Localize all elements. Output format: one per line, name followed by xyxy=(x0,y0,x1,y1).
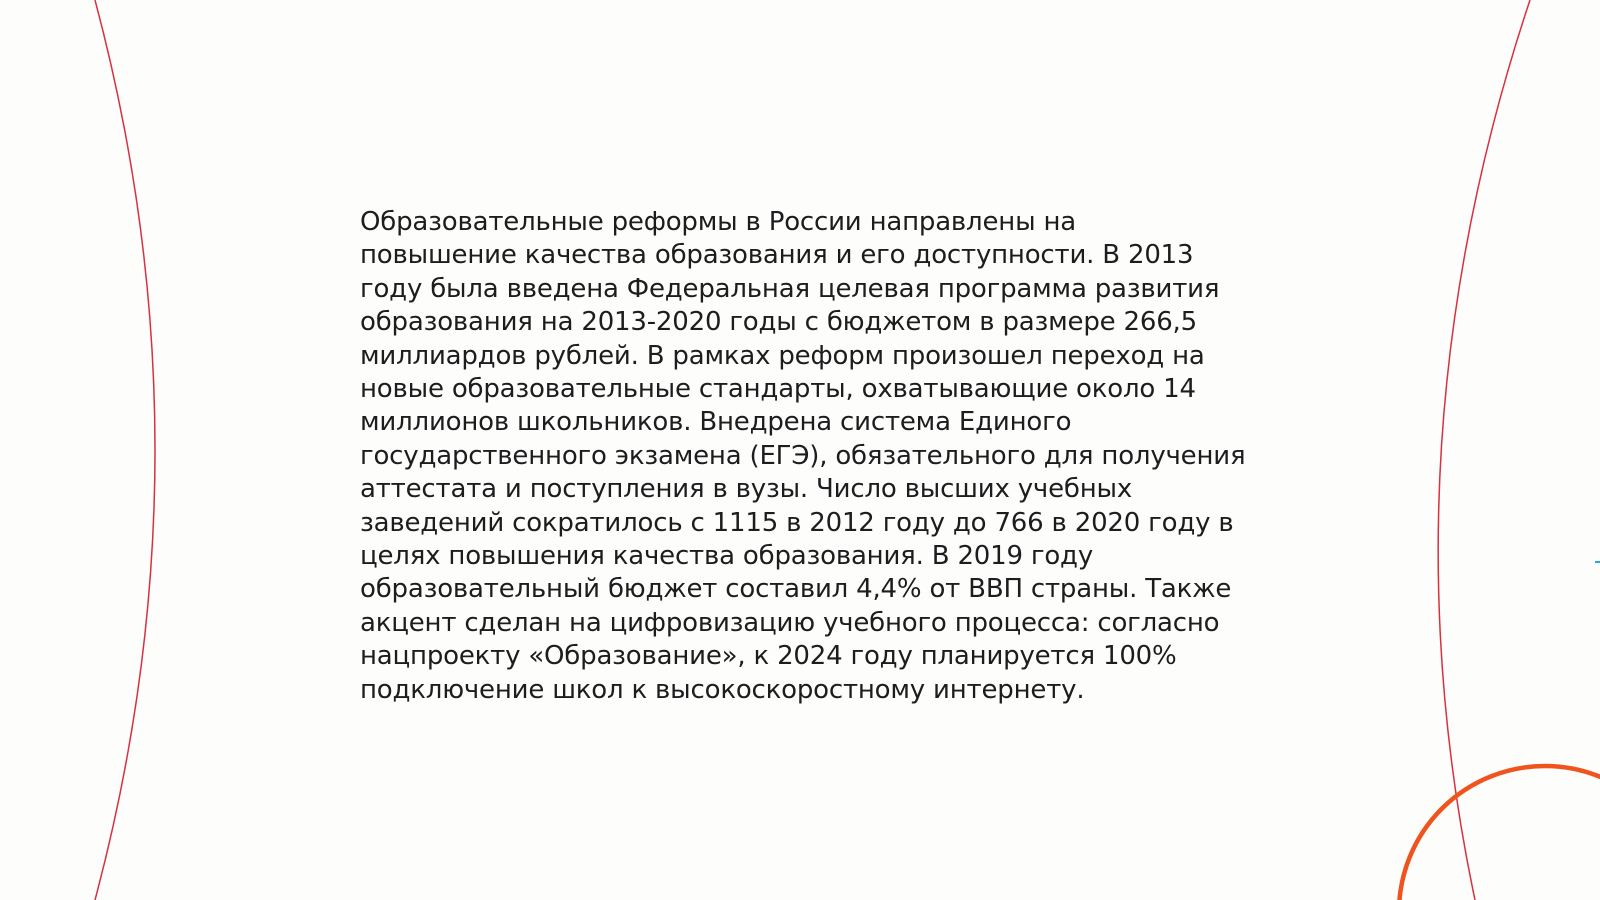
paragraph-line: заведений сократилось с 1115 в 2012 году до 766 в 2020 году в xyxy=(360,507,1234,538)
paragraph-line: аттестата и поступления в вузы. Число высших учебных xyxy=(360,474,1133,505)
paragraph-line: Образовательные реформы в России направлены на xyxy=(360,207,1076,237)
paragraph-line: миллионов школьников. Внедрена система Единого xyxy=(360,407,1072,438)
paragraph-line: образовательный бюджет составил 4,4% от ВВП страны. Также xyxy=(360,574,1232,605)
paragraph-line: целях повышения качества образования. В 2019 году xyxy=(360,541,1094,572)
paragraph-line: подключение школ к высокоскоростному интернету. xyxy=(360,674,1085,705)
paragraph-line: нацпроекту «Образование», к 2024 году планируется 100% xyxy=(360,641,1177,672)
paragraph-line: году была введена Федеральная целевая программа развития xyxy=(360,273,1220,304)
paragraph-line: акцент сделан на цифровизацию учебного процесса: согласно xyxy=(360,607,1220,638)
paragraph-line: новые образовательные стандарты, охватывающие около 14 xyxy=(360,374,1196,405)
body-paragraph xyxy=(360,206,1260,707)
right-arc-line xyxy=(1438,0,1530,900)
paragraph-line: повышение качества образования и его доступности. В 2013 xyxy=(360,240,1194,271)
paragraph-line: миллиардов рублей. В рамках реформ произошел переход на xyxy=(360,340,1205,371)
paragraph-line: государственного экзамена (ЕГЭ), обязательного для получения xyxy=(360,440,1246,471)
corner-arc xyxy=(1399,766,1600,900)
left-arc-line xyxy=(95,0,155,900)
paragraph-line: образования на 2013-2020 годы с бюджетом в размере 266,5 xyxy=(360,307,1197,338)
